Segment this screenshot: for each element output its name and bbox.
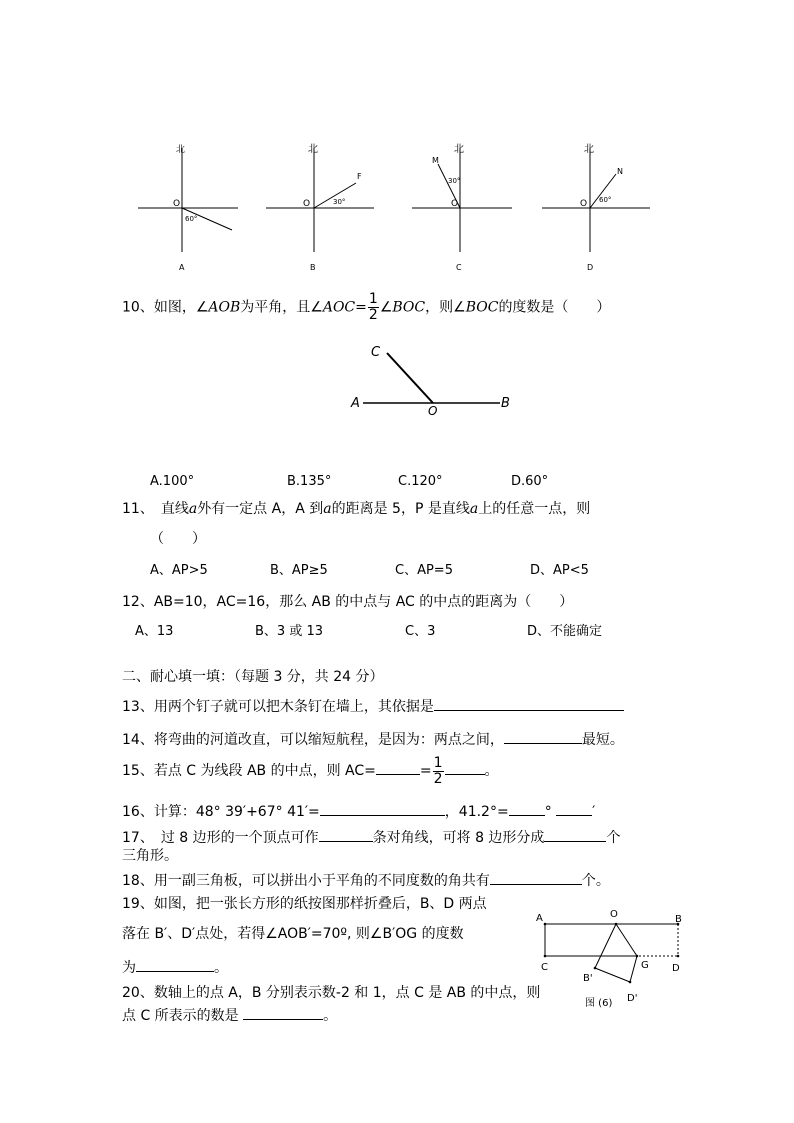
origin-label: O xyxy=(173,199,181,209)
q13-answer-blank[interactable] xyxy=(434,696,624,711)
question-15: 15、若点 C 为线段 AB 的中点，则 AC= = $\frac{1}{2}$ 。 xyxy=(122,754,499,787)
question-10: 10、如图，∠AOB为平角，且∠AOC= $\frac{1}{2}$ ∠BOC，则∠BOC的度数是（ ） xyxy=(122,291,611,323)
q17-answer-blank-1[interactable] xyxy=(319,827,373,842)
figure-caption: B xyxy=(310,263,316,272)
origin-label: O xyxy=(451,199,459,209)
compass-figure-c xyxy=(410,140,520,275)
q15-answer-blank-1[interactable] xyxy=(376,760,420,775)
angle-label: 30° xyxy=(448,177,461,185)
q15-answer-blank-2[interactable] xyxy=(445,760,485,775)
point-a-label: A xyxy=(536,913,543,924)
q10-angle-figure xyxy=(345,340,525,420)
q11-option-c[interactable]: C、AP=5 xyxy=(395,563,453,578)
compass-figure-b xyxy=(262,140,382,275)
north-label: 北 xyxy=(584,144,594,155)
q12-option-c[interactable]: C、3 xyxy=(405,624,436,639)
q18-answer-blank[interactable] xyxy=(490,870,582,885)
section-2-title: 二、耐心填一填：（每题 3 分，共 24 分） xyxy=(122,669,384,685)
q19-fold-figure xyxy=(533,905,693,1015)
q11-answer-parens: （ ） xyxy=(150,531,206,547)
q12-option-b[interactable]: B、3 或 13 xyxy=(255,624,323,639)
fraction-one-half: $\frac{1}{2}$ xyxy=(368,291,378,323)
q10-option-a[interactable]: A.100° xyxy=(150,474,195,489)
q10-option-d[interactable]: D.60° xyxy=(511,474,549,489)
origin-label: O xyxy=(580,199,588,209)
north-label: 北 xyxy=(454,144,464,155)
question-19-line-1: 19、如图，把一张长方形的纸按图那样折叠后，B、D 两点 xyxy=(122,896,487,912)
q11-option-d[interactable]: D、AP<5 xyxy=(530,563,589,578)
point-g-label: G xyxy=(641,960,649,971)
point-d-label: D xyxy=(672,963,680,974)
figure-caption: 图 (6) xyxy=(585,998,613,1009)
question-19-line-2: 落在 B′、D′点处，若得∠AOB′=70º, 则∠B′OG 的度数 xyxy=(122,926,464,942)
point-d-prime-label: D' xyxy=(627,993,638,1004)
question-12: 12、AB=10，AC=16，那么 AB 的中点与 AC 的中点的距离为（ ） xyxy=(122,594,574,610)
question-20-line-1: 20、数轴上的点 A，B 分别表示数-2 和 1，点 C 是 AB 的中点，则 xyxy=(122,985,541,1001)
q11-option-a[interactable]: A、AP>5 xyxy=(150,563,208,578)
point-b-label: B xyxy=(501,396,510,411)
ray-label: M xyxy=(432,156,439,165)
point-a-label: A xyxy=(351,396,360,411)
q16-answer-blank-2[interactable] xyxy=(509,801,545,816)
point-c-label: C xyxy=(371,345,381,360)
q14-answer-blank[interactable] xyxy=(504,729,582,744)
q11-option-b[interactable]: B、AP≥5 xyxy=(270,563,328,578)
question-13: 13、用两个钉子就可以把木条钉在墙上，其依据是 xyxy=(122,696,624,716)
origin-label: O xyxy=(303,199,311,209)
point-c-label: C xyxy=(541,962,548,973)
figure-caption: C xyxy=(456,263,462,272)
point-o-label: O xyxy=(610,909,618,920)
figure-caption: D xyxy=(587,263,594,272)
question-16: 16、计算：48° 39′+67° 41′= ，41.2°= ° ′ xyxy=(122,801,595,821)
angle-label: 60° xyxy=(599,196,612,204)
ray-label: F xyxy=(357,172,362,181)
north-label: 北 xyxy=(176,145,186,155)
q20-answer-blank[interactable] xyxy=(243,1005,323,1020)
figure-caption: A xyxy=(179,263,185,272)
question-20-line-2: 点 C 所表示的数是 。 xyxy=(122,1005,337,1025)
point-b-prime-label: B' xyxy=(583,973,593,984)
q10-option-c[interactable]: C.120° xyxy=(398,474,443,489)
ray-label: N xyxy=(617,167,623,176)
angle-label: 30° xyxy=(333,198,346,206)
fraction-one-half: $\frac{1}{2}$ xyxy=(433,754,443,787)
question-18: 18、用一副三角板，可以拼出小于平角的不同度数的角共有 个。 xyxy=(122,870,610,890)
point-o-label: O xyxy=(428,404,438,418)
q19-answer-blank[interactable] xyxy=(136,957,214,972)
q17-answer-blank-2[interactable] xyxy=(544,827,606,842)
question-19-line-3: 为 。 xyxy=(122,957,228,977)
q16-answer-blank-1[interactable] xyxy=(320,801,445,816)
question-17: 17、 过 8 边形的一个顶点可作 条对角线，可将 8 边形分成 个 xyxy=(122,827,620,847)
q16-answer-blank-3[interactable] xyxy=(556,801,592,816)
north-label: 北 xyxy=(308,144,318,155)
compass-figure-d xyxy=(540,140,655,275)
q12-option-a[interactable]: A、13 xyxy=(135,624,174,639)
angle-label: 60° xyxy=(185,215,198,223)
question-11: 11、 直线a外有一定点 A，A 到a的距离是 5，P 是直线a上的任意一点，则 xyxy=(122,501,591,517)
question-14: 14、将弯曲的河道改直，可以缩短航程，是因为：两点之间， 最短。 xyxy=(122,729,624,749)
q17-line-2: 三角形。 xyxy=(122,848,178,864)
q10-option-b[interactable]: B.135° xyxy=(287,474,332,489)
compass-figure-a xyxy=(132,140,242,275)
q12-option-d[interactable]: D、不能确定 xyxy=(527,624,603,639)
point-b-label: B xyxy=(675,914,682,925)
